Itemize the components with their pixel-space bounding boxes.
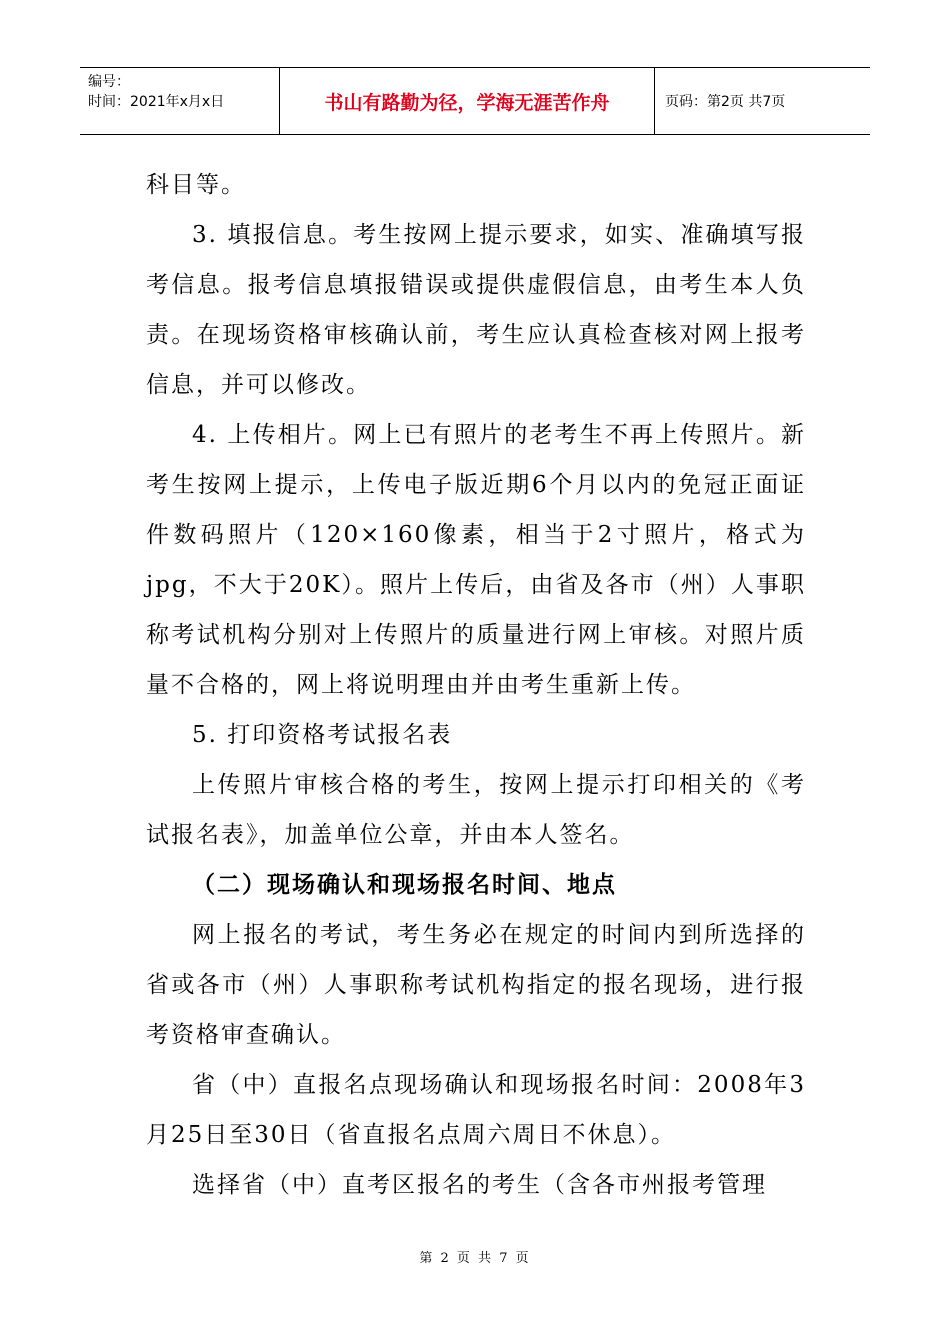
header-meta: [80, 68, 280, 134]
paragraph-9: 选择省（中）直考区报名的考生（含各市州报考管理: [192, 1172, 767, 1198]
page-footer: 第 2 页 共 7 页: [419, 1251, 531, 1266]
paragraph-2: 3. 填报信息。考生按网上提示要求，如实、准确填写报考信息。报考信息填报错误或提供虚假信息，由考生本人负责。在现场资格审核确认前，考生应认真检查核对网上报考信息，并可以修改。: [146, 222, 806, 398]
paragraph-4: 5. 打印资格考试报名表: [192, 722, 453, 748]
paragraph-3: 4. 上传相片。网上已有照片的老考生不再上传照片。新考生按网上提示，上传电子版近期6个月以内的免冠正面证件数码照片（120×160像素，相当于2寸照片，格式为jpg，不大于20K）。照片上传后，由省及各市（州）人事职称考试机构分别对上传照片的质量进行网上审核。对照片质量不合格的，网上将说明理由并由考生重新上传。: [146, 422, 806, 698]
document-number-label: 编号：: [88, 74, 130, 90]
paragraph-5: 上传照片审核合格的考生，按网上提示打印相关的《考试报名表》，加盖单位公章，并由本人签名。: [146, 772, 806, 848]
header-motto: 书山有路勤为径，学海无涯苦作舟: [280, 68, 655, 134]
section-heading: （二）现场确认和现场报名时间、地点: [192, 872, 617, 898]
document-body: [146, 160, 806, 1210]
paragraph-7: 网上报名的考试，考生务必在规定的时间内到所选择的省或各市（州）人事职称考试机构指定的报名现场，进行报考资格审查确认。: [146, 922, 806, 1048]
paragraph-1: 科目等。: [146, 172, 246, 198]
page-header: [80, 67, 870, 135]
header-page-number: 页码：第2页 共7页: [665, 94, 786, 110]
document-time-label: 时间：2021年x月x日: [88, 94, 225, 110]
paragraph-8: 省（中）直报名点现场确认和现场报名时间：2008年3月25日至30日（省直报名点周六周日不休息）。: [146, 1072, 806, 1148]
